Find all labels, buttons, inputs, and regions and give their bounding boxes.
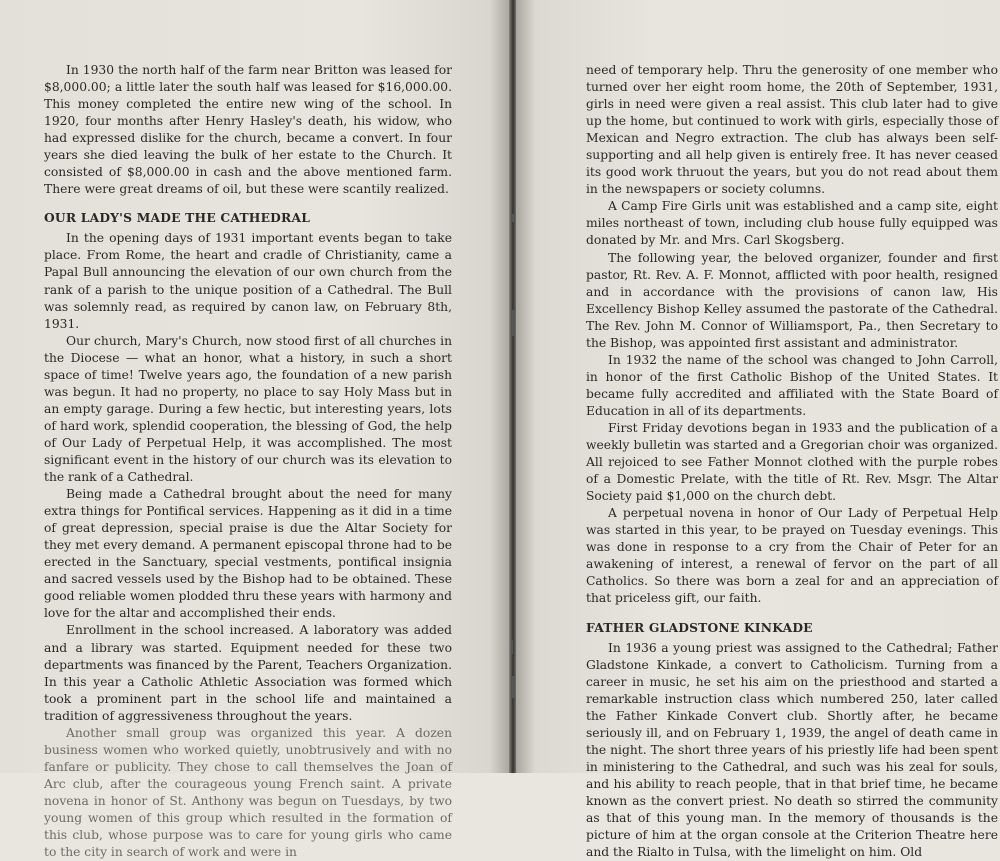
section-heading-cathedral: OUR LADY'S MADE THE CATHEDRAL [44,211,452,225]
gutter-mark [512,214,514,222]
paragraph: A Camp Fire Girls unit was established and a camp site, eight miles northeast of town, including club house fully equipped was donated by Mr. and Mrs. Carl Skogsberg. [586,198,998,249]
paragraph: In the opening days of 1931 important events began to take place. From Rome, the heart and cradle of Christianity, came a Papal Bull announcing the elevation of our own church from the rank of a parish to the unique position of a Cathedral. The Bull was solemnly read, as required by canon law, on February 8th, 1931. [44,230,452,332]
paragraph: Our church, Mary's Church, now stood first of all churches in the Diocese — what an honor, what a history, in such a short space of time! Twelve years ago, the foundation of a new parish was begun. It had no property, no place to say Holy Mass but in an empty garage. During a few hectic, but interesting years, lots of hard work, splendid cooperation, the blessing of God, the help of Our Lady of Perpetual Help, it was accomplished. The most significant event in the history of our church was its elevation to the rank of a Cathedral. [44,333,452,486]
left-page-text-column [44,62,452,861]
right-page-text-column [586,62,998,861]
gutter-mark [512,676,515,698]
paragraph: A perpetual novena in honor of Our Lady of Perpetual Help was started in this year, to be prayed on Tuesday evenings. This was done in response to a cry from the Chair of Peter for an awakening of interest, a renewal of fervor on the part of all Catholics. So there was born a zeal for and an appreciation of that priceless gift, our faith. [586,505,998,607]
paragraph: First Friday devotions began in 1933 and the publication of a weekly bulletin was started and a Gregorian choir was organized. All rejoiced to see Father Monnot clothed with the purple robes of a Domestic Prelate, with the title of Rt. Rev. Msgr. The Altar Society paid $1,000 on the church debt. [586,420,998,505]
paragraph: Enrollment in the school increased. A laboratory was added and a library was started. Equipment needed for these two departments was financed by the Parent, Teachers Organization. In this year a Catholic Athletic Association was formed which took a prominent part in the school life and maintained a tradition of aggressiveness throughout the years. [44,622,452,724]
left-page [0,0,510,773]
paragraph: need of temporary help. Thru the generosity of one member who turned over her eight room home, the 20th of September, 1931, girls in need were given a real assist. This club later had to give up the home, but continued to work with girls, especially those of Mexican and Negro extraction. The club has always been self-supporting and all help given is entirely free. It has never ceased its good work thruout the years, but you do not read about them in the newspapers or society columns. [586,62,998,198]
gutter-mark [511,640,513,654]
paragraph: In 1936 a young priest was assigned to the Cathedral; Father Gladstone Kinkade, a convert to Catholicism. Turning from a career in music, he set his aim on the priesthood and started a remarkable instruction class which numbered 250, later called the Father Kinkade Convert club. Shortly after, he became seriously ill, and on February 1, 1939, the angel of death came in the night. The short three years of his priestly life had been spent in ministering to the Cathedral, and such was his zeal for souls, and his ability to reach people, that in that brief time, he became known as the convert priest. No death so stirred the community as that of this young man. In the memory of thousands is the picture of him at the organ console at the Criterion Theatre here and the Rialto in Tulsa, with the limelight on him. Old [586,640,998,861]
section-heading-kinkade: FATHER GLADSTONE KINKADE [586,621,998,635]
paragraph: The following year, the beloved organizer, founder and first pastor, Rt. Rev. A. F. Monnot, afflicted with poor health, resigned and in accordance with the provisions of canon law, His Excellency Bishop Kelley assumed the pastorate of the Cathedral. The Rev. John M. Connor of Williamsport, Pa., then Secretary to the Bishop, was appointed first assistant and administrator. [586,250,998,352]
intro-paragraph: In 1930 the north half of the farm near Britton was leased for $8,000.00; a little later the south half was leased for $16,000.00. This money completed the entire new wing of the school. In 1920, four months after Henry Hasley's death, his widow, who had expressed dislike for the church, became a convert. In four years she died leaving the bulk of her estate to the Church. It consisted of $8,000.00 in cash and the above mentioned farm. There were great dreams of oil, but these were scantily realized. [44,62,452,198]
gutter-mark [512,310,515,336]
right-page [516,0,1000,773]
paragraph: Another small group was organized this year. A dozen business women who worked quietly, unobtrusively and with no fanfare or publicity. They chose to call themselves the Joan of Arc club, after the courageous young French saint. A private novena in honor of St. Anthony was begun on Tuesdays, by two young women of this group which resulted in the formation of this club, whose purpose was to care for young girls who came to the city in search of work and were in [44,725,452,861]
paragraph: Being made a Cathedral brought about the need for many extra things for Pontifical services. Happening as it did in a time of great depression, special praise is due the Altar Society for they met every demand. A permanent episcopal throne had to be erected in the Sanctuary, special vestments, pontifical insignia and sacred vessels used by the Bishop had to be obtained. These good reliable women plodded thru these years with harmony and love for the altar and accomplished their ends. [44,486,452,622]
paragraph: In 1932 the name of the school was changed to John Carroll, in honor of the first Catholic Bishop of the United States. It became fully accredited and affiliated with the State Board of Education in all of its departments. [586,352,998,420]
